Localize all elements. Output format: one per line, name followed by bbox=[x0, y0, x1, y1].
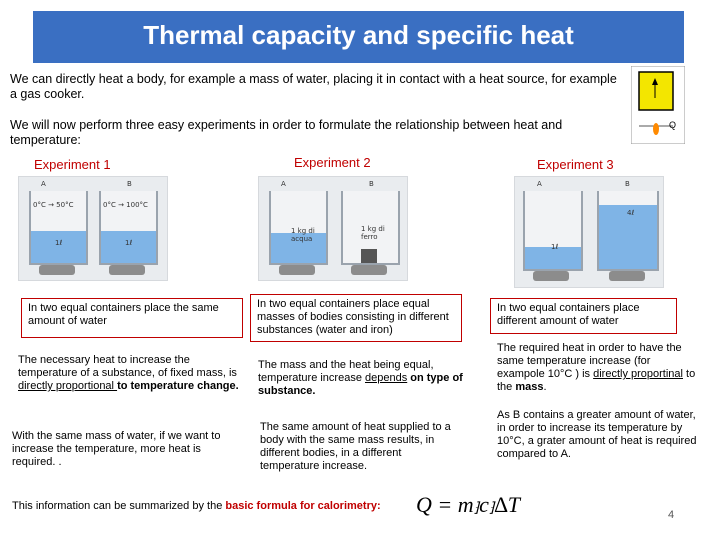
experiment-2-setup: In two equal containers place equal masses of bodies consisting in different substances (water and iron) bbox=[250, 294, 462, 342]
experiment-3-photo bbox=[514, 176, 664, 288]
vol-b-label: 1ℓ bbox=[125, 239, 133, 247]
burner-a bbox=[279, 265, 315, 275]
beaker-b bbox=[597, 191, 659, 271]
formula-glyph: ⁆ bbox=[488, 501, 495, 516]
vol-a-label: 1ℓ bbox=[551, 243, 559, 251]
summary-text bbox=[12, 500, 381, 512]
summary-line bbox=[12, 492, 652, 524]
range-b-label: 0°C → 100°C bbox=[103, 201, 148, 209]
iron-block bbox=[361, 249, 377, 263]
summary-highlight: basic formula for calorimetry: bbox=[225, 500, 381, 512]
formula-q: Q bbox=[416, 492, 432, 517]
beaker-a bbox=[523, 191, 583, 271]
result-text: The mass and the heat being equal, temperature increase bbox=[258, 359, 434, 384]
burner-b bbox=[351, 265, 387, 275]
result-emphasis: directly proportional bbox=[18, 380, 118, 392]
experiment-1-note: With the same mass of water, if we want to increase the temperature, more heat is required. . bbox=[12, 430, 221, 468]
vol-b-label: 4ℓ bbox=[627, 209, 635, 217]
experiment-1-photo bbox=[18, 176, 168, 281]
result-end: on type of substance. bbox=[258, 372, 463, 397]
result-emphasis: directly proportinal bbox=[593, 368, 683, 380]
experiment-2-label: Experiment 2 bbox=[294, 155, 371, 170]
experiment-1-label: Experiment 1 bbox=[34, 157, 111, 172]
intro-paragraph-2: We will now perform three easy experiments in order to formulate the relationship between heat and temperature: bbox=[10, 118, 563, 147]
burner-a bbox=[533, 271, 569, 281]
result-end: . bbox=[543, 381, 547, 393]
result-text: The necessary heat to increase the temperature of a substance, of fixed mass, is bbox=[18, 354, 237, 379]
burner-b bbox=[609, 271, 645, 281]
experiment-1-setup: In two equal containers place the same amount of water bbox=[21, 298, 243, 338]
page-number: 4 bbox=[668, 509, 675, 521]
range-a-label: 0°C → 50°C bbox=[33, 201, 74, 209]
heat-q-label: Q bbox=[669, 120, 677, 130]
formula-t: T bbox=[507, 492, 521, 517]
heater-diagram bbox=[631, 66, 685, 144]
burner-a bbox=[39, 265, 75, 275]
formula-c: c bbox=[479, 492, 489, 517]
water-tag: 1 kg di acqua bbox=[291, 227, 315, 243]
iron-tag: 1 kg di ferro bbox=[361, 225, 385, 241]
formula-eq-m: = m bbox=[437, 492, 474, 517]
result-end: to temperature change. bbox=[117, 380, 239, 392]
experiment-3-result bbox=[497, 342, 697, 394]
photo-tag-b: B bbox=[369, 180, 374, 188]
result-bold: mass bbox=[515, 381, 544, 393]
burner-b bbox=[109, 265, 145, 275]
slide-title: Thermal capacity and specific heat bbox=[33, 11, 684, 63]
heater-icon bbox=[631, 66, 685, 144]
photo-tag-a: A bbox=[41, 180, 46, 188]
result-tail: to the bbox=[497, 368, 696, 393]
photo-tag-b: B bbox=[625, 180, 630, 188]
result-text: The required heat in order to have the same temperature increase (for exampole 10°C ) is bbox=[497, 342, 682, 380]
formula-glyph: ⁆ bbox=[473, 501, 480, 516]
experiment-3-setup: In two equal containers place different amount of water bbox=[490, 298, 677, 334]
summary-prefix: This information can be summarized by the bbox=[12, 500, 226, 512]
photo-tag-b: B bbox=[127, 180, 132, 188]
experiment-3-label: Experiment 3 bbox=[537, 157, 614, 172]
experiment-2-photo bbox=[258, 176, 408, 281]
formula-delta: ∆ bbox=[494, 492, 508, 517]
experiment-3-note: As B contains a greater amount of water, in order to increase its temperature by 10°C, a grater amount of heat is required compared to A. bbox=[497, 409, 697, 460]
experiment-2-result bbox=[258, 359, 473, 398]
experiment-2-note: The same amount of heat supplied to a body with the same mass results, in different bodies, in a different temperature increase. bbox=[260, 421, 451, 472]
photo-tag-a: A bbox=[537, 180, 542, 188]
result-emphasis: depends bbox=[365, 372, 408, 384]
intro-paragraph-1: We can directly heat a body, for example a mass of water, placing it in contact with a heat source, for example a gas cooker. bbox=[10, 72, 617, 101]
photo-tag-a: A bbox=[281, 180, 286, 188]
vol-a-label: 1ℓ bbox=[55, 239, 63, 247]
calorimetry-formula bbox=[416, 492, 520, 518]
experiment-1-result bbox=[18, 354, 248, 393]
